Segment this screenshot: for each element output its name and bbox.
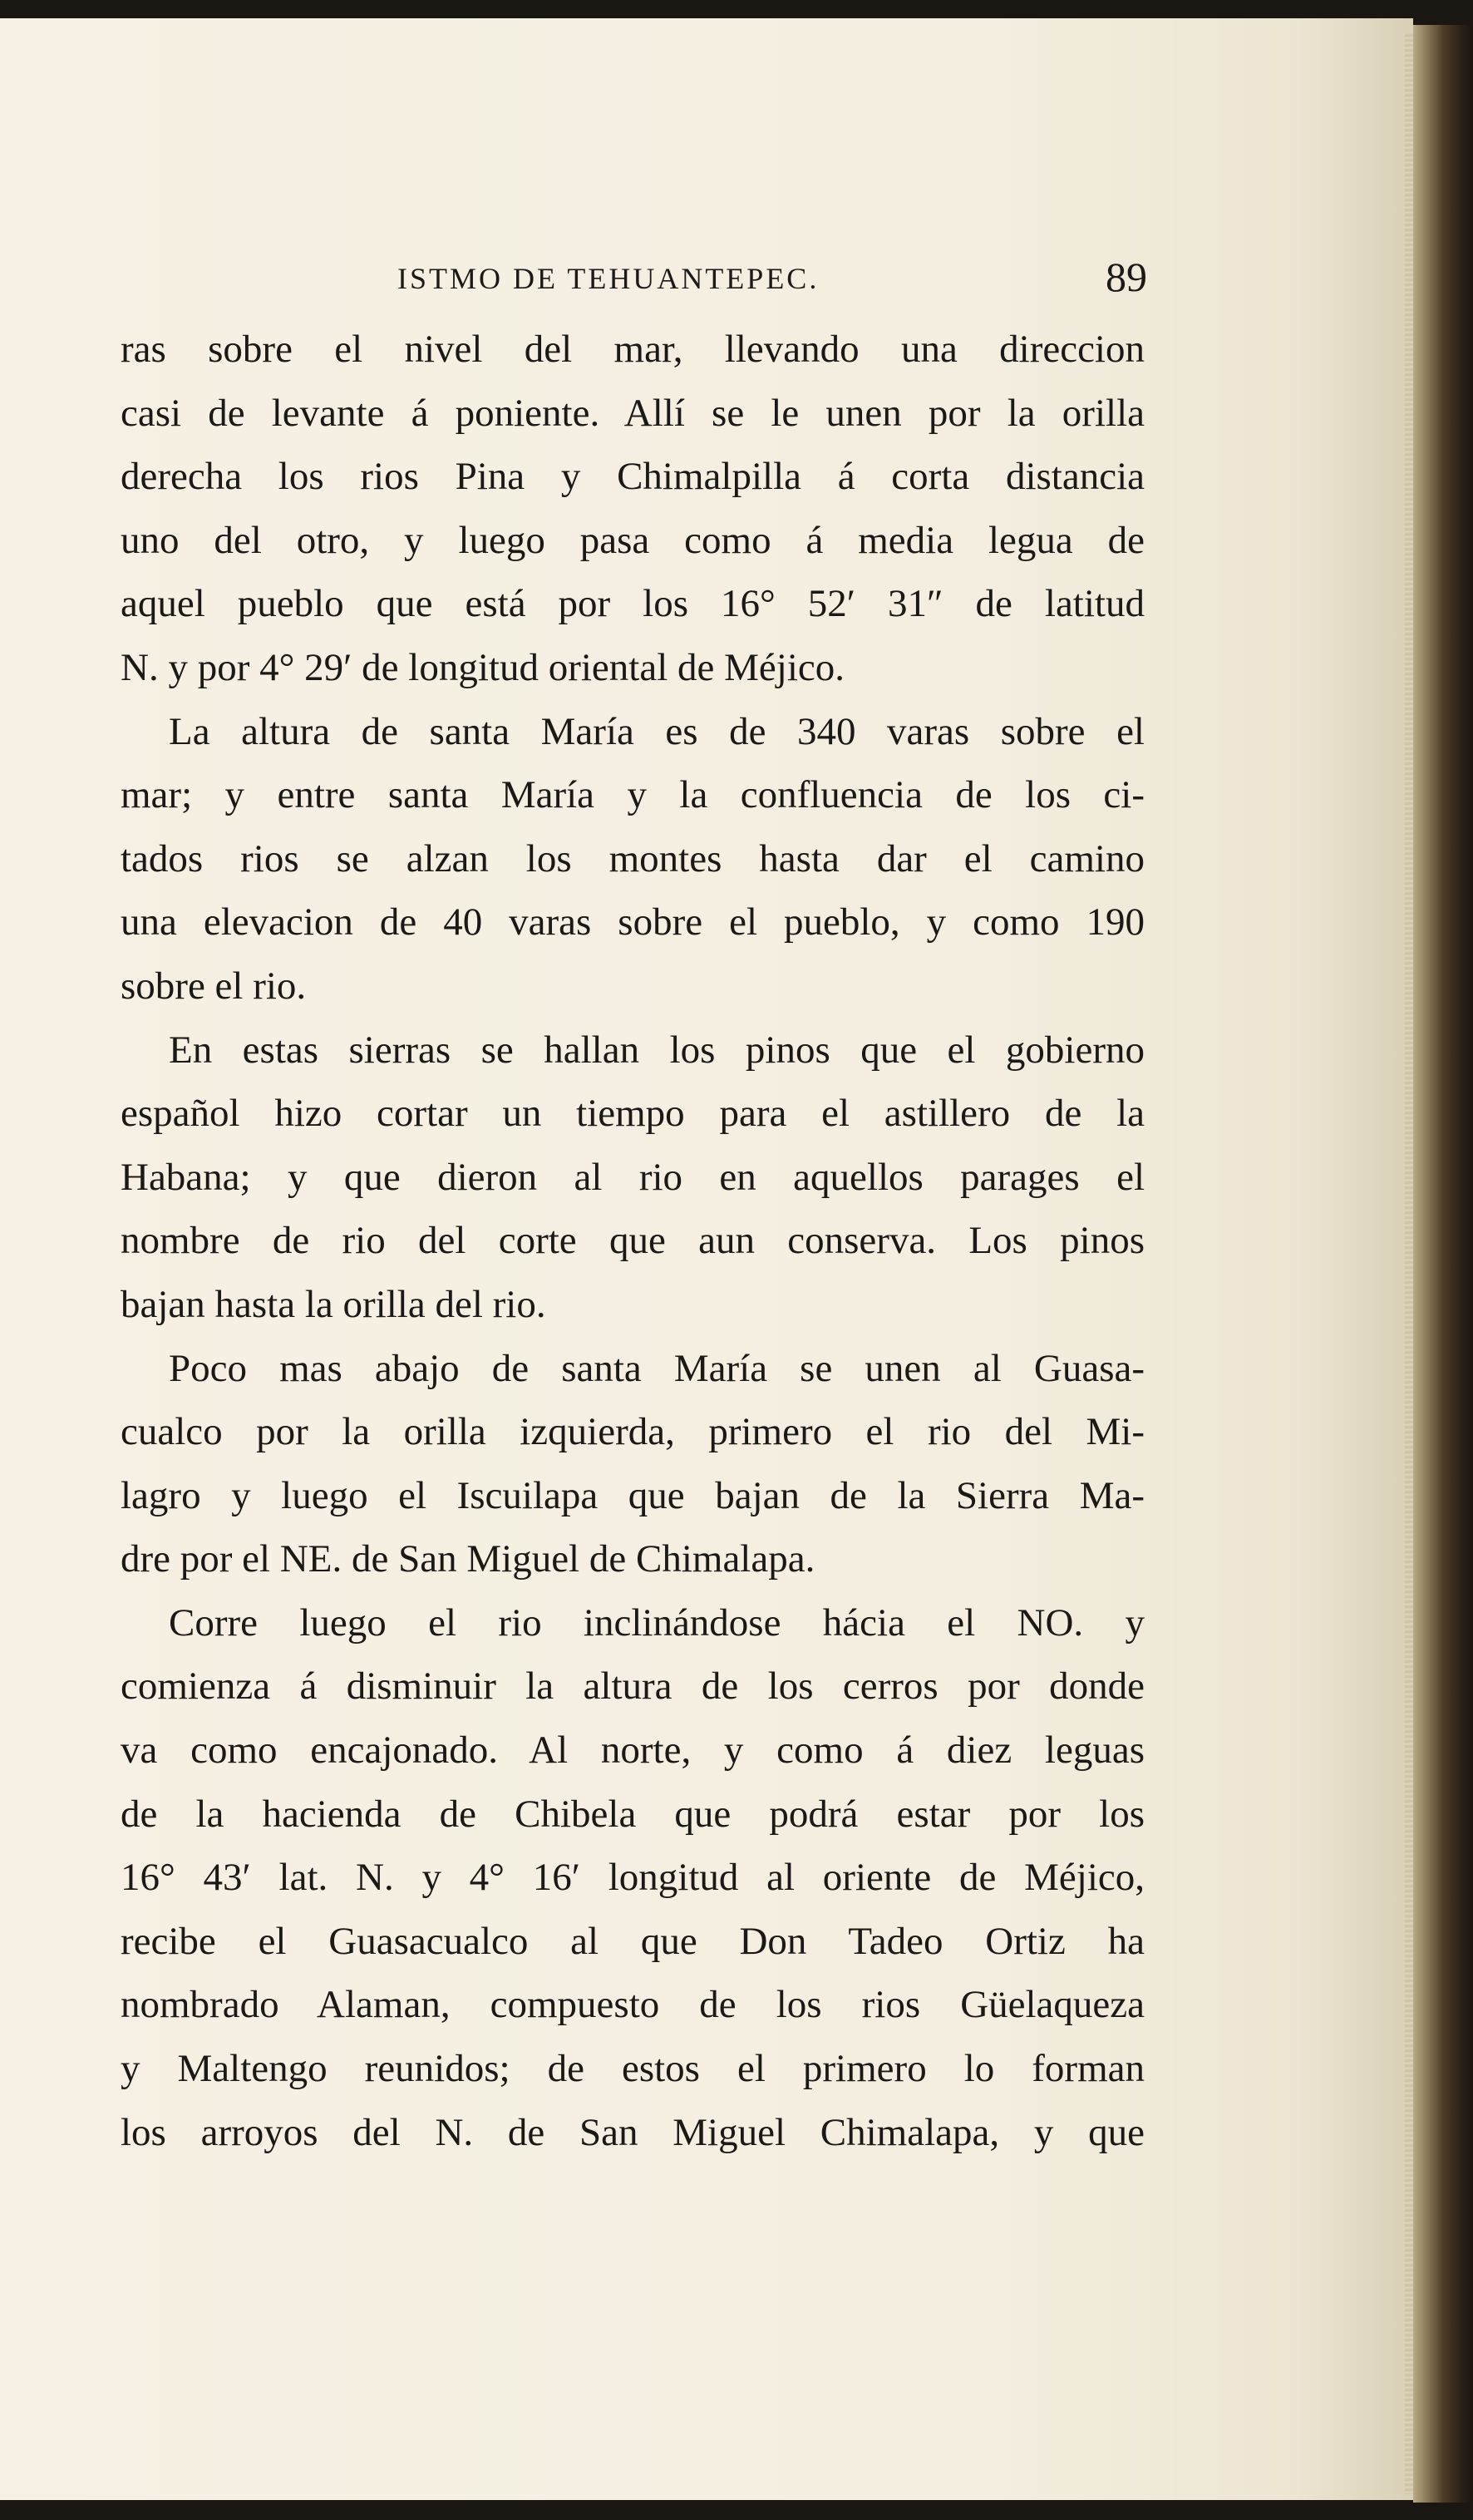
text-line: uno del otro, y luego pasa como á media legua de xyxy=(121,518,1145,562)
running-title: ISTMO DE TEHUANTEPEC. xyxy=(397,262,820,295)
text-line: Habana; y que dieron al rio en aquellos parages el xyxy=(121,1155,1145,1199)
text-line: va como encajonado. Al norte, y como á diez leguas xyxy=(121,1728,1145,1773)
text-line: lagro y luego el Iscuilapa que bajan de la Sierra Ma- xyxy=(121,1473,1145,1517)
text-line: mar; y entre santa María y la confluencia de los ci- xyxy=(121,773,1145,817)
text-line: tados rios se alzan los montes hasta dar el camino xyxy=(121,836,1145,880)
text-line: bajan hasta la orilla del rio. xyxy=(121,1282,546,1326)
text-line: recibe el Guasacualco al que Don Tadeo Ortiz ha xyxy=(121,1919,1145,1963)
text-line: N. y por 4° 29′ de longitud oriental de Méjico. xyxy=(121,645,845,689)
text-line: dre por el NE. de San Miguel de Chimalapa. xyxy=(121,1537,815,1581)
running-head xyxy=(116,254,1147,308)
text-line: En estas sierras se hallan los pinos que el gobierno xyxy=(169,1028,1145,1072)
text-line: Corre luego el rio inclinándose hácia el NO. y xyxy=(169,1600,1145,1645)
book-binding xyxy=(1413,25,1473,2503)
text-line: nombre de rio del corte que aun conserva. Los pinos xyxy=(121,1219,1145,1263)
text-line: ras sobre el nivel del mar, llevando una direccion xyxy=(121,328,1145,371)
page-number: 89 xyxy=(1106,254,1147,300)
body-text xyxy=(121,318,1145,2164)
text-line: español hizo cortar un tiempo para el astillero de la xyxy=(121,1092,1145,1136)
text-line: comienza á disminuir la altura de los cerros por donde xyxy=(121,1664,1145,1709)
text-line: y Maltengo reunidos; de estos el primero lo forman xyxy=(121,2047,1145,2091)
text-line: aquel pueblo que está por los 16° 52′ 31″ de latitud xyxy=(121,582,1145,626)
text-line: La altura de santa María es de 340 varas sobre el xyxy=(169,709,1145,753)
text-line: derecha los rios Pina y Chimalpilla á corta distancia xyxy=(121,455,1145,499)
text-line: cualco por la orilla izquierda, primero el rio del Mi- xyxy=(121,1410,1145,1454)
text-line: nombrado Alaman, compuesto de los rios Güelaqueza xyxy=(121,1983,1145,2027)
text-line: sobre el rio. xyxy=(121,964,307,1008)
text-line: de la hacienda de Chibela que podrá estar por los xyxy=(121,1792,1145,1836)
text-line: los arroyos del N. de San Miguel Chimalapa, y que xyxy=(121,2110,1145,2154)
text-line: casi de levante á poniente. Allí se le unen por la orilla xyxy=(121,391,1145,435)
text-line: una elevacion de 40 varas sobre el pueblo, y como 190 xyxy=(121,900,1145,944)
text-line: 16° 43′ lat. N. y 4° 16′ longitud al oriente de Méjico, xyxy=(121,1856,1145,1900)
text-line: Poco mas abajo de santa María se unen al Guasa- xyxy=(169,1346,1145,1390)
